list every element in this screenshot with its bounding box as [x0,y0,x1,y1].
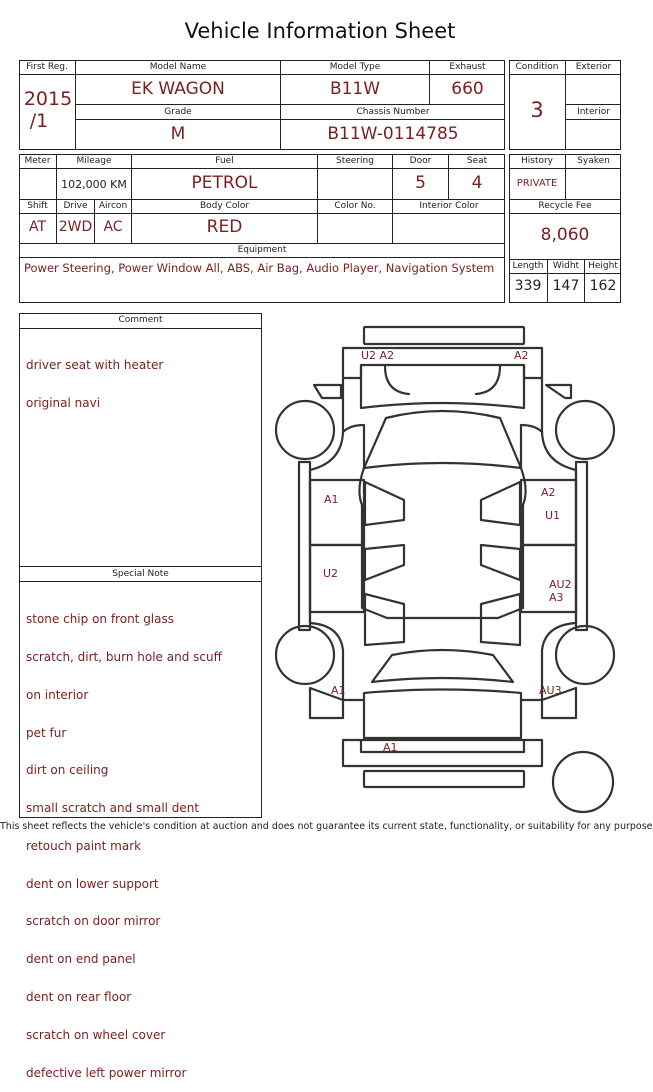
seat-value: 4 [471,173,483,193]
grade-value: M [170,124,186,144]
first-reg-month: /1 [29,110,49,132]
damage-rear-bumper: A1 [383,741,398,754]
special-note-line: scratch on door mirror [26,914,161,929]
damage-right-front-fender-1: A2 [541,486,556,499]
exhaust-label: Exhaust [449,62,486,72]
fuel-value: PETROL [191,173,258,193]
recycle-fee-label: Recycle Fee [538,201,592,211]
special-note-line: stone chip on front glass [26,612,175,627]
height-value: 162 [589,278,617,294]
door-label: Door [409,156,432,166]
exhaust-value: 660 [451,79,484,99]
special-note-line: on interior [26,687,89,702]
wheel-front-right [556,401,614,459]
recycle-fee-value: 8,060 [540,225,590,245]
comment-line: original navi [26,395,101,410]
meter-label: Meter [24,156,51,166]
special-note-line: defective left power mirror [26,1065,187,1080]
model-type-value: B11W [329,79,381,99]
body-color-value: RED [206,217,243,237]
condition-value: 3 [530,98,544,122]
grade-label: Grade [164,107,192,117]
interior-color-label: Interior Color [419,201,479,211]
front-bumper-top [364,327,524,344]
rear-bumper-bottom [364,771,524,787]
comment-list [26,334,163,422]
rear-glass [372,650,513,682]
special-note-line: scratch, dirt, burn hole and scuff [26,649,222,664]
special-note-line: dent on lower support [26,876,159,891]
special-note-line: small scratch and small dent [26,801,200,816]
first-reg-year: 2015 [23,88,73,110]
shift-label: Shift [27,201,48,211]
spare-wheel [553,752,613,812]
damage-left-rear: A1 [331,684,346,697]
width-label: Widht [552,261,580,271]
width-value: 147 [552,278,580,294]
special-note-line: pet fur [26,725,67,740]
aircon-label: Aircon [98,201,128,211]
right-sill [576,462,587,630]
height-label: Height [588,261,618,271]
wheel-rear-right [556,626,614,684]
door-value: 5 [415,173,426,193]
condition-label: Condition [515,62,559,72]
damage-front-left: U2 A2 [361,349,395,362]
shift-value: AT [28,219,47,235]
seat-label: Seat [466,156,488,166]
special-note-line: dent on end panel [26,952,136,967]
model-name-label: Model Name [149,62,207,72]
history-label: History [520,156,554,166]
aircon-value: AC [103,219,123,235]
special-note-line: scratch on wheel cover [26,1027,166,1042]
equipment-label: Equipment [237,245,287,255]
damage-right-rear: AU3 [539,684,562,697]
color-no-label: Color No. [334,201,376,211]
left-front-door-panel [310,480,364,545]
length-label: Length [512,261,544,271]
wheel-front-left [276,401,334,459]
tailgate [364,690,521,739]
damage-right-rear-door-2: A3 [549,591,564,604]
special-note-line: retouch paint mark [26,838,142,853]
damage-front-right: A2 [514,349,529,362]
mileage-label: Mileage [76,156,112,166]
damage-right-rear-door-1: AU2 [549,578,572,591]
comment-line: driver seat with heater [26,358,164,373]
wheel-rear-left [276,626,334,684]
drive-value: 2WD [58,219,93,235]
chassis-number-value: B11W-0114785 [327,124,459,144]
chassis-number-label: Chassis Number [356,107,430,117]
special-note-list [26,588,222,1092]
mileage-value: 102,000 KM [61,178,127,191]
damage-left-front-door: U2 [323,567,339,580]
sheet-title: Vehicle Information Sheet [184,19,456,43]
first-reg-label: First Reg. [26,62,68,72]
disclaimer-footer: This sheet reflects the vehicle's condition at auction and does not guarantee its current state, functionality, or suitability for any purpose [0,821,653,832]
fuel-label: Fuel [215,156,234,166]
syaken-label: Syaken [577,156,610,166]
special-note-label: Special Note [112,569,169,579]
special-note-line: dirt on ceiling [26,763,109,778]
interior-label: Interior [577,107,610,117]
drive-label: Drive [63,201,88,211]
damage-left-front-fender: A1 [324,493,339,506]
comment-label: Comment [118,315,163,325]
damage-right-front-fender-2: U1 [545,509,561,522]
special-note-line: dent on rear floor [26,990,132,1004]
length-value: 339 [514,278,542,294]
windshield [364,411,521,468]
model-type-label: Model Type [329,62,381,72]
steering-label: Steering [336,156,374,166]
equipment-value: Power Steering, Power Window All, ABS, Air Bag, Audio Player, Navigation System [24,261,495,275]
vehicle-damage-diagram [270,320,635,820]
model-name-value: EK WAGON [131,79,225,99]
history-value: PRIVATE [516,178,558,189]
body-color-label: Body Color [199,201,250,211]
exterior-label: Exterior [575,62,612,72]
left-sill [299,462,310,630]
